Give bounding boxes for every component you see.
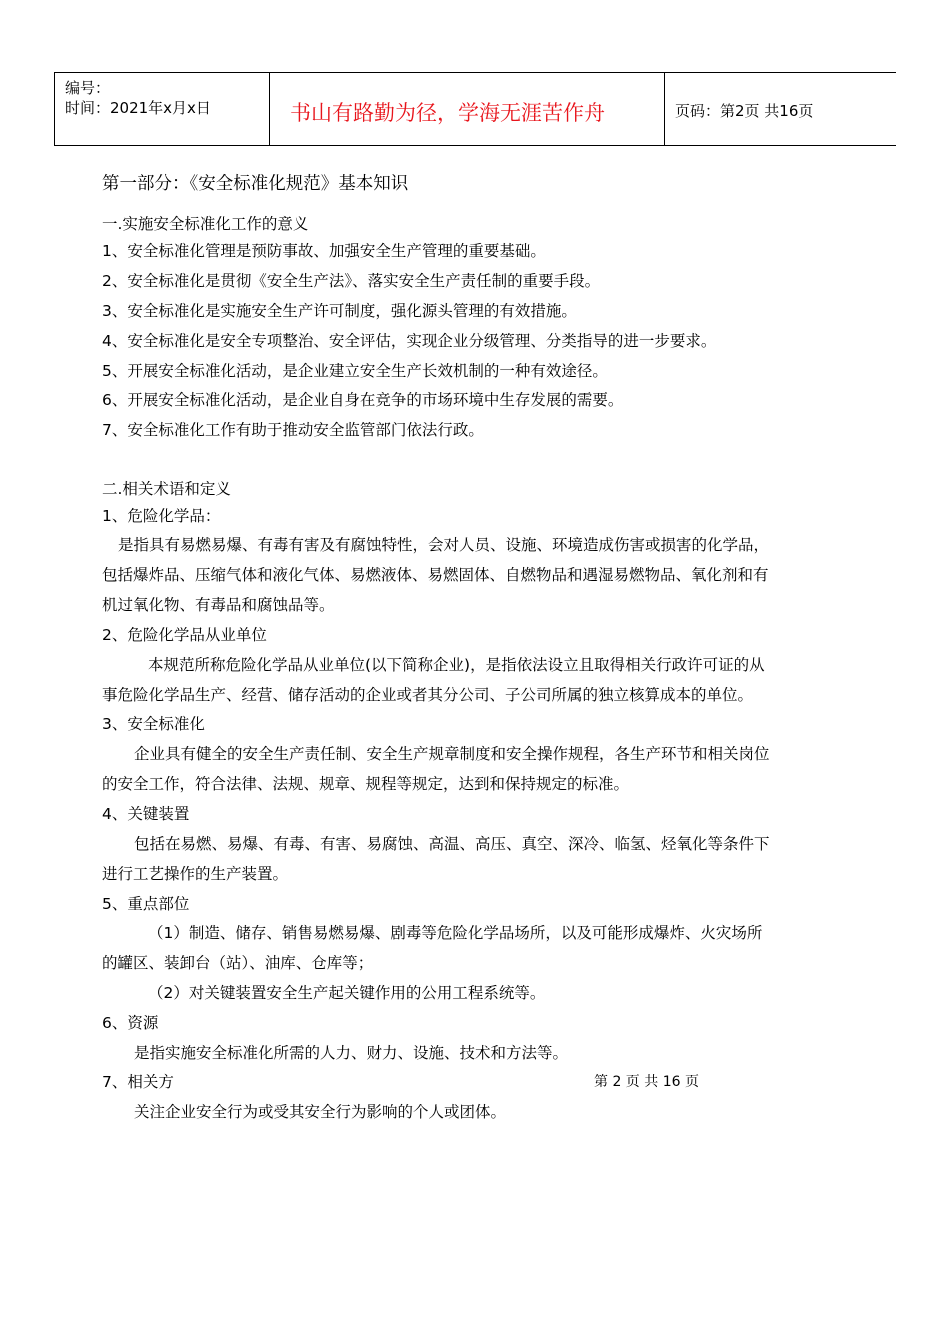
paragraph-line: 包括爆炸品、压缩气体和液化气体、易燃液体、易燃固体、自燃物品和遇湿易燃物品、氧化剂和有 [102, 566, 769, 584]
list-item: 4、安全标准化是安全专项整治、安全评估，实现企业分级管理、分类指导的进一步要求。 [102, 332, 717, 350]
paragraph-line: 进行工艺操作的生产装置。 [102, 865, 289, 883]
paragraph-line: 机过氧化物、有毒品和腐蚀品等。 [102, 596, 335, 614]
header-info-cell [54, 73, 270, 145]
motto-text: 书山有路勤为径，学海无涯苦作舟 [290, 101, 605, 125]
term-heading: 5、重点部位 [102, 895, 190, 913]
list-item: 5、开展安全标准化活动，是企业建立安全生产长效机制的一种有效途径。 [102, 362, 608, 380]
paragraph-line: 是指实施安全标准化所需的人力、财力、设施、技术和方法等。 [134, 1044, 569, 1062]
term-heading: 3、安全标准化 [102, 715, 205, 733]
paragraph-line: 的安全工作，符合法律、法规、规章、规程等规定，达到和保持规定的标准。 [102, 775, 630, 793]
header-motto-cell [268, 73, 665, 145]
paragraph-line: 事危险化学品生产、经营、储存活动的企业或者其分公司、子公司所属的独立核算成本的单位。 [102, 686, 754, 704]
list-item: 6、开展安全标准化活动，是企业自身在竞争的市场环境中生存发展的需要。 [102, 391, 624, 409]
document-title: 第一部分：《安全标准化规范》基本知识 [102, 174, 409, 194]
list-item: 2、安全标准化是贯彻《安全生产法》、落实安全生产责任制的重要手段。 [102, 272, 601, 290]
page-header [54, 72, 896, 146]
page-footer: 第 2 页 共 16 页 [594, 1074, 699, 1090]
time-label: 时间：2021年x月x日 [65, 99, 211, 117]
page-code: 页码：第2页 共16页 [675, 102, 814, 120]
paragraph-line: 是指具有易燃易爆、有毒有害及有腐蚀特性，会对人员、设施、环境造成伤害或损害的化学品， [118, 536, 770, 554]
header-page-cell [665, 73, 896, 145]
paragraph-line: （2）对关键装置安全生产起关键作用的公用工程系统等。 [148, 984, 546, 1002]
term-heading: 6、资源 [102, 1014, 159, 1032]
paragraph-line: 企业具有健全的安全生产责任制、安全生产规章制度和安全操作规程，各生产环节和相关岗位 [134, 745, 770, 763]
term-heading: 1、危险化学品： [102, 507, 221, 525]
paragraph-line: 本规范所称危险化学品从业单位(以下简称企业)，是指依法设立且取得相关行政许可证的从 [148, 656, 765, 674]
section-heading: 二.相关术语和定义 [102, 480, 231, 498]
paragraph-line: 包括在易燃、易爆、有毒、有害、易腐蚀、高温、高压、真空、深冷、临氢、烃氧化等条件下 [134, 835, 770, 853]
list-item: 3、安全标准化是实施安全生产许可制度，强化源头管理的有效措施。 [102, 302, 577, 320]
paragraph-line: 的罐区、装卸台（站）、油库、仓库等； [102, 954, 374, 972]
paragraph-line: 关注企业安全行为或受其安全行为影响的个人或团体。 [134, 1103, 507, 1121]
section-heading: 一.实施安全标准化工作的意义 [102, 215, 309, 233]
number-label: 编号： [65, 79, 111, 97]
term-heading: 4、关键装置 [102, 805, 190, 823]
list-item: 7、安全标准化工作有助于推动安全监管部门依法行政。 [102, 421, 484, 439]
list-item: 1、安全标准化管理是预防事故、加强安全生产管理的重要基础。 [102, 242, 546, 260]
paragraph-line: （1）制造、储存、销售易燃易爆、剧毒等危险化学品场所，以及可能形成爆炸、火灾场所 [148, 924, 763, 942]
term-heading: 7、相关方 [102, 1073, 174, 1091]
term-heading: 2、危险化学品从业单位 [102, 626, 267, 644]
